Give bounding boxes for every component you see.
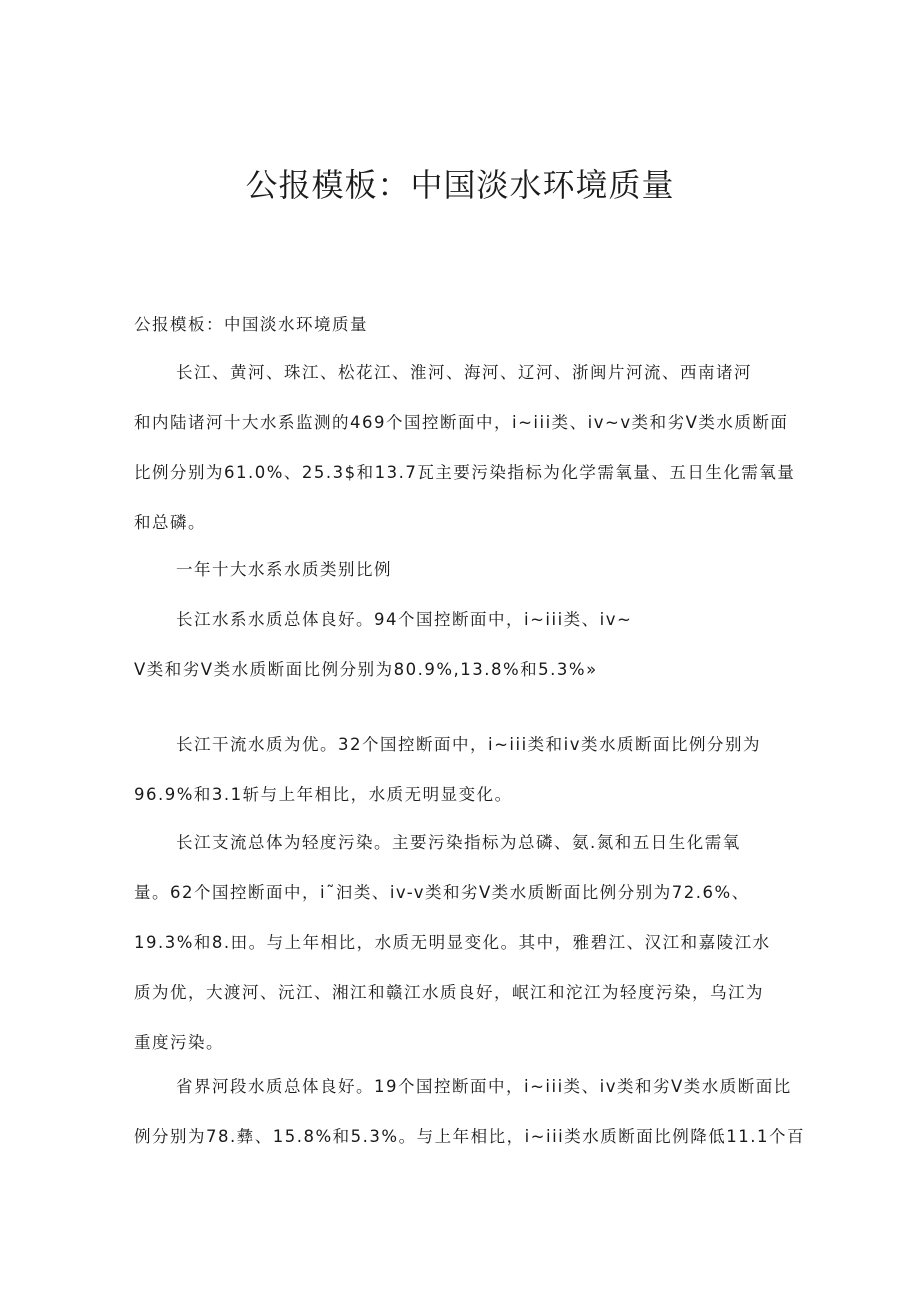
paragraph-line: 省界河段水质总体良好。19个国控断面中，i~iii类、iv类和劣V类水质断面比 [176,1077,792,1096]
document-title: 公报模板：中国淡水环境质量 [245,166,675,204]
document-subtitle [134,300,794,350]
paragraph-line: V类和劣V类水质断面比例分别为80.9%,13.8%和5.3%» [134,660,598,679]
paragraph-line: 长江水系水质总体良好。94个国控断面中，i~iii类、iv~ [176,610,633,629]
paragraph-line: 比例分别为61.0%、25.3$和13.7瓦主要污染指标为化学需氧量、五日生化需氧量 [134,463,796,482]
paragraph-line: 长江、黄河、珠江、松花江、淮河、海河、辽河、浙闽片河流、西南诸河 [176,363,752,382]
paragraph-yangtze-system [134,595,794,695]
paragraph-line: 长江干流水质为优。32个国控断面中，i~iii类和iv类水质断面比例分别为 [176,735,762,754]
paragraph-line: 量。62个国控断面中，i˜汩类、iv-v类和劣V类水质断面比例分别为72.6%、 [134,883,750,902]
paragraph-line: 96.9%和3.1斩与上年相比，水质无明显变化。 [134,785,513,804]
paragraph-line: 19.3%和8.田。与上年相比，水质无明显变化。其中，雅碧江、汉江和嘉陵江水 [134,933,771,952]
paragraph-provincial-border [134,1062,805,1162]
paragraph-line: 质为优，大渡河、沅江、湘江和赣江水质良好，岷江和沱江为轻度污染，乌江为 [134,983,764,1002]
subtitle-line: 公报模板：中国淡水环境质量 [134,315,368,334]
paragraph-line: 长江支流总体为轻度污染。主要污染指标为总磷、氨.氮和五日生化需氧 [176,833,741,852]
paragraph-line: 和总磷。 [134,513,206,532]
paragraph-yangtze-mainstream [134,720,794,820]
paragraph-overview [134,348,794,548]
paragraph-line: 和内陆诸河十大水系监测的469个国控断面中，i~iii类、iv~v类和劣V类水质断面 [134,413,789,432]
paragraph-yangtze-tributaries [134,818,794,1068]
paragraph-line: 一年十大水系水质类别比例 [176,560,392,579]
paragraph-line: 例分别为78.彝、15.8%和5.3%。与上年相比，i~iii类水质断面比例降低11.1个百 [134,1127,805,1146]
paragraph-line: 重度污染。 [134,1033,224,1052]
paragraph-figure-caption [134,545,794,595]
